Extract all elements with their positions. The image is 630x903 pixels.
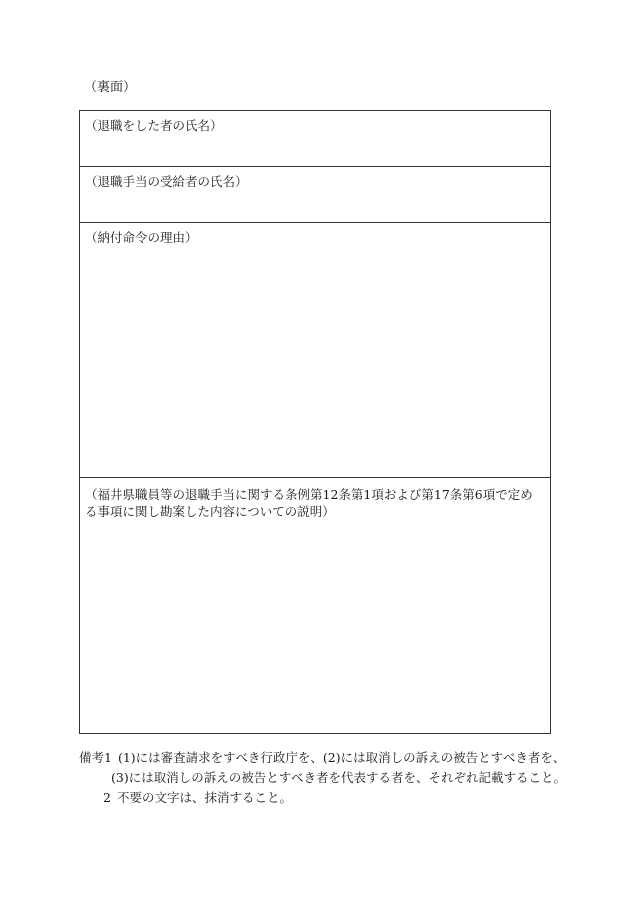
remarks-section xyxy=(79,748,566,808)
remarks-heading: 備考1 xyxy=(79,750,112,765)
remark-1-line-1 xyxy=(79,748,566,768)
field-considered-matters-explanation[interactable] xyxy=(80,478,550,733)
reverse-side-label: （裏面） xyxy=(84,80,137,95)
remark-2-number: 2 xyxy=(103,790,111,805)
field-label-retiree-name: （退職をした者の氏名） xyxy=(85,118,223,133)
field-payment-order-reason[interactable] xyxy=(80,223,550,478)
remark-1-text-b: (3)には取消しの訴えの被告とすべき者を代表する者を、それぞれ記載すること。 xyxy=(111,770,566,785)
field-label-recipient-name: （退職手当の受給者の氏名） xyxy=(85,174,248,189)
remark-2-line xyxy=(79,788,559,808)
field-recipient-name[interactable] xyxy=(80,167,550,223)
field-label-considered-matters: （福井県職員等の退職手当に関する条例第12条第1項および第17条第6項で定める事項に関し勘案した内容についての説明） xyxy=(85,487,533,519)
remark-2-text: 不要の文字は、抹消すること。 xyxy=(116,790,292,805)
remark-1-line-2 xyxy=(79,768,566,788)
field-retiree-name[interactable] xyxy=(80,111,550,167)
form-table xyxy=(79,110,551,734)
remark-1-text-a: (1)には審査請求をすべき行政庁を、(2)には取消しの訴えの被告とすべき者を、 xyxy=(117,750,566,765)
field-label-payment-order-reason: （納付命令の理由） xyxy=(85,230,198,245)
